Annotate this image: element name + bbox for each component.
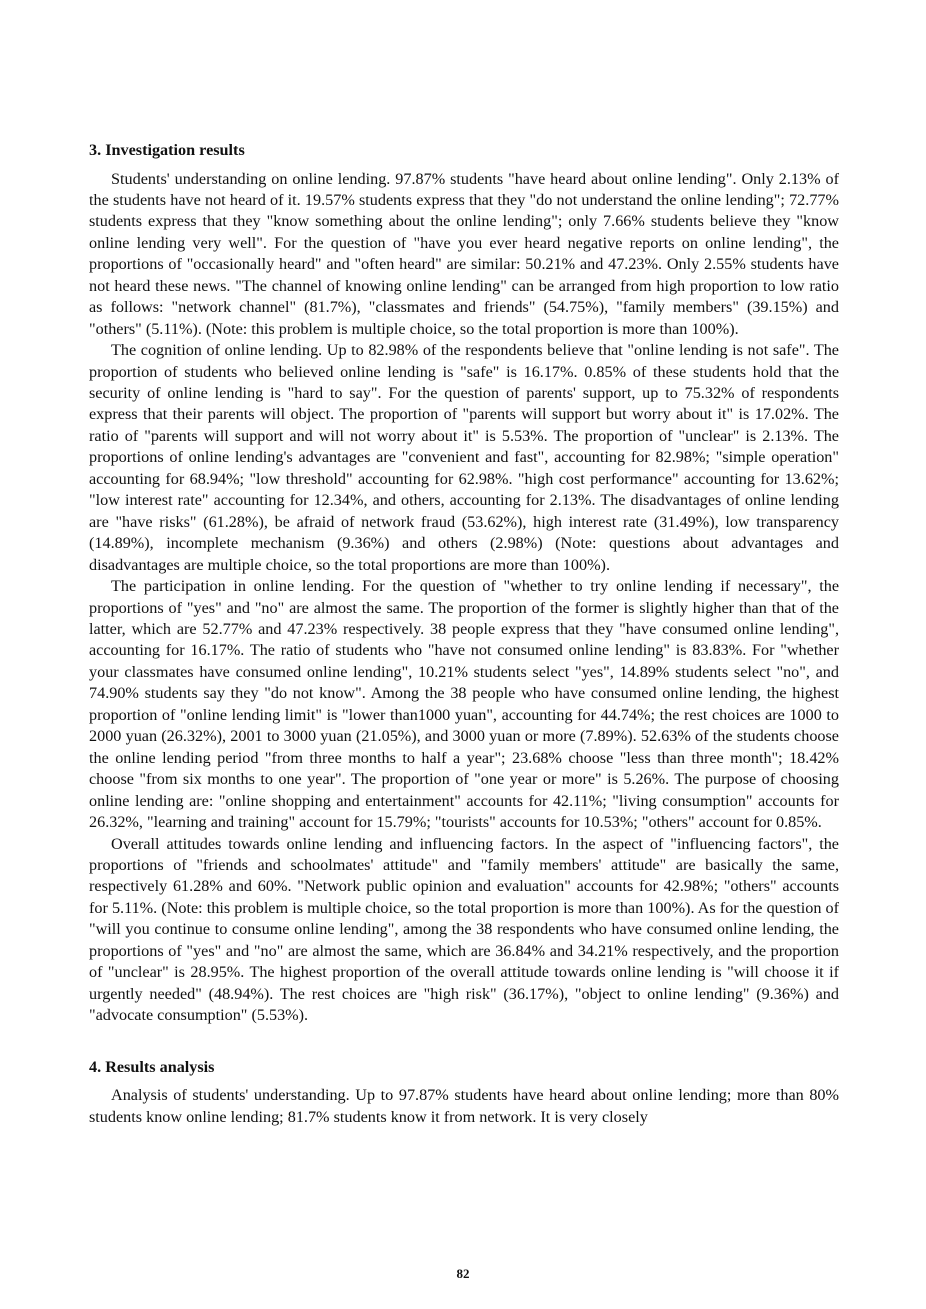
section-heading-investigation-results: 3. Investigation results	[89, 141, 245, 159]
paragraph-understanding: Students' understanding on online lending. 97.87% students "have heard about online lending". Only 2.13% of the students have not heard of it. 19.57% students express that they "do not understand the online lending"; 72.77% students express that they "know something about the online lending"; only 7.66% students believe they "know online lending very well". For the question of "have you ever heard negative reports on online lending", the proportions of "occasionally heard" and "often heard" are similar: 50.21% and 47.23%. Only 2.55% students have not heard these news. "The channel of knowing online lending" can be arranged from high proportion to low ratio as follows: "network channel" (81.7%), "classmates and friends" (54.75%), "family members" (39.15%) and "others" (5.11%). (Note: this problem is multiple choice, so the total proportion is more than 100%).	[89, 169, 839, 338]
paragraph-attitudes: Overall attitudes towards online lending and influencing factors. In the aspect of "influencing factors", the proportions of "friends and schoolmates' attitude" and "family members' attitude" are basically the same, respectively 61.28% and 60%. "Network public opinion and evaluation" accounts for 42.98%; "others" accounts for 5.11%. (Note: this problem is multiple choice, so the total proportion is more than 100%). As for the question of "will you continue to consume online lending", among the 38 respondents who have consumed online lending, the proportions of "yes" and "no" are almost the same, which are 36.84% and 34.21% respectively, and the proportion of "unclear" is 28.95%. The highest proportion of the overall attitude towards online lending is "will choose it if urgently needed" (48.94%). The rest choices are "high risk" (36.17%), "object to online lending" (9.36%) and "advocate consumption" (5.53%).	[89, 834, 839, 1025]
paragraph-cognition: The cognition of online lending. Up to 82.98% of the respondents believe that "online lending is not safe". The proportion of students who believed online lending is "safe" is 16.17%. 0.85% of these students hold that the security of online lending is "hard to say". For the question of parents' support, up to 75.32% of respondents express that their parents will object. The proportion of "parents will support but worry about it" is 17.02%. The ratio of "parents will support and will not worry about it" is 5.53%. The proportion of "unclear" is 2.13%. The proportions of online lending's advantages are "convenient and fast", accounting for 82.98%; "simple operation" accounting for 68.94%; "low threshold" accounting for 62.98%. "high cost performance" accounting for 13.62%; "low interest rate" accounting for 12.34%, and others, accounting for 2.13%. The disadvantages of online lending are "have risks" (61.28%), be afraid of network fraud (53.62%), high interest rate (31.49%), low transparency (14.89%), incomplete mechanism (9.36%) and others (2.98%) (Note: questions about advantages and disadvantages are multiple choice, so the total proportions are more than 100%).	[89, 341, 839, 574]
paragraph-participation: The participation in online lending. For the question of "whether to try online lending if necessary", the proportions of "yes" and "no" are almost the same. The proportion of the former is slightly higher than that of the latter, which are 52.77% and 47.23% respectively. 38 people express that they "have consumed online lending", accounting for 16.17%. The ratio of students who "have not consumed online lending" is 83.83%. For "whether your classmates have consumed online lending", 10.21% students select "yes", 14.89% students select "no", and 74.90% students say they "do not know". Among the 38 people who have consumed online lending, the highest proportion of "online lending limit" is "lower than1000 yuan", accounting for 44.74%; the rest choices are 1000 to 2000 yuan (26.32%), 2001 to 3000 yuan (21.05%), and 3000 yuan or more (7.89%). 52.63% of the students choose the online lending period "from three months to half a year"; 23.68% choose "less than three month"; 18.42% choose "from six months to one year". The proportion of "one year or more" is 5.26%. The purpose of choosing online lending are: "online shopping and entertainment" accounts for 42.11%; "living consumption" accounts for 26.32%, "learning and training" account for 15.79%; "tourists" accounts for 10.53%; "others" account for 0.85%.	[89, 577, 839, 832]
paragraph-analysis-understanding: Analysis of students' understanding. Up to 97.87% students have heard about online lending; more than 80% students know online lending; 81.7% students know it from network. It is very closely	[89, 1086, 839, 1126]
page-number: 82	[456, 1266, 470, 1281]
page-body	[89, 140, 839, 1128]
section-spacer	[89, 1027, 839, 1057]
section-heading-results-analysis: 4. Results analysis	[89, 1057, 215, 1076]
